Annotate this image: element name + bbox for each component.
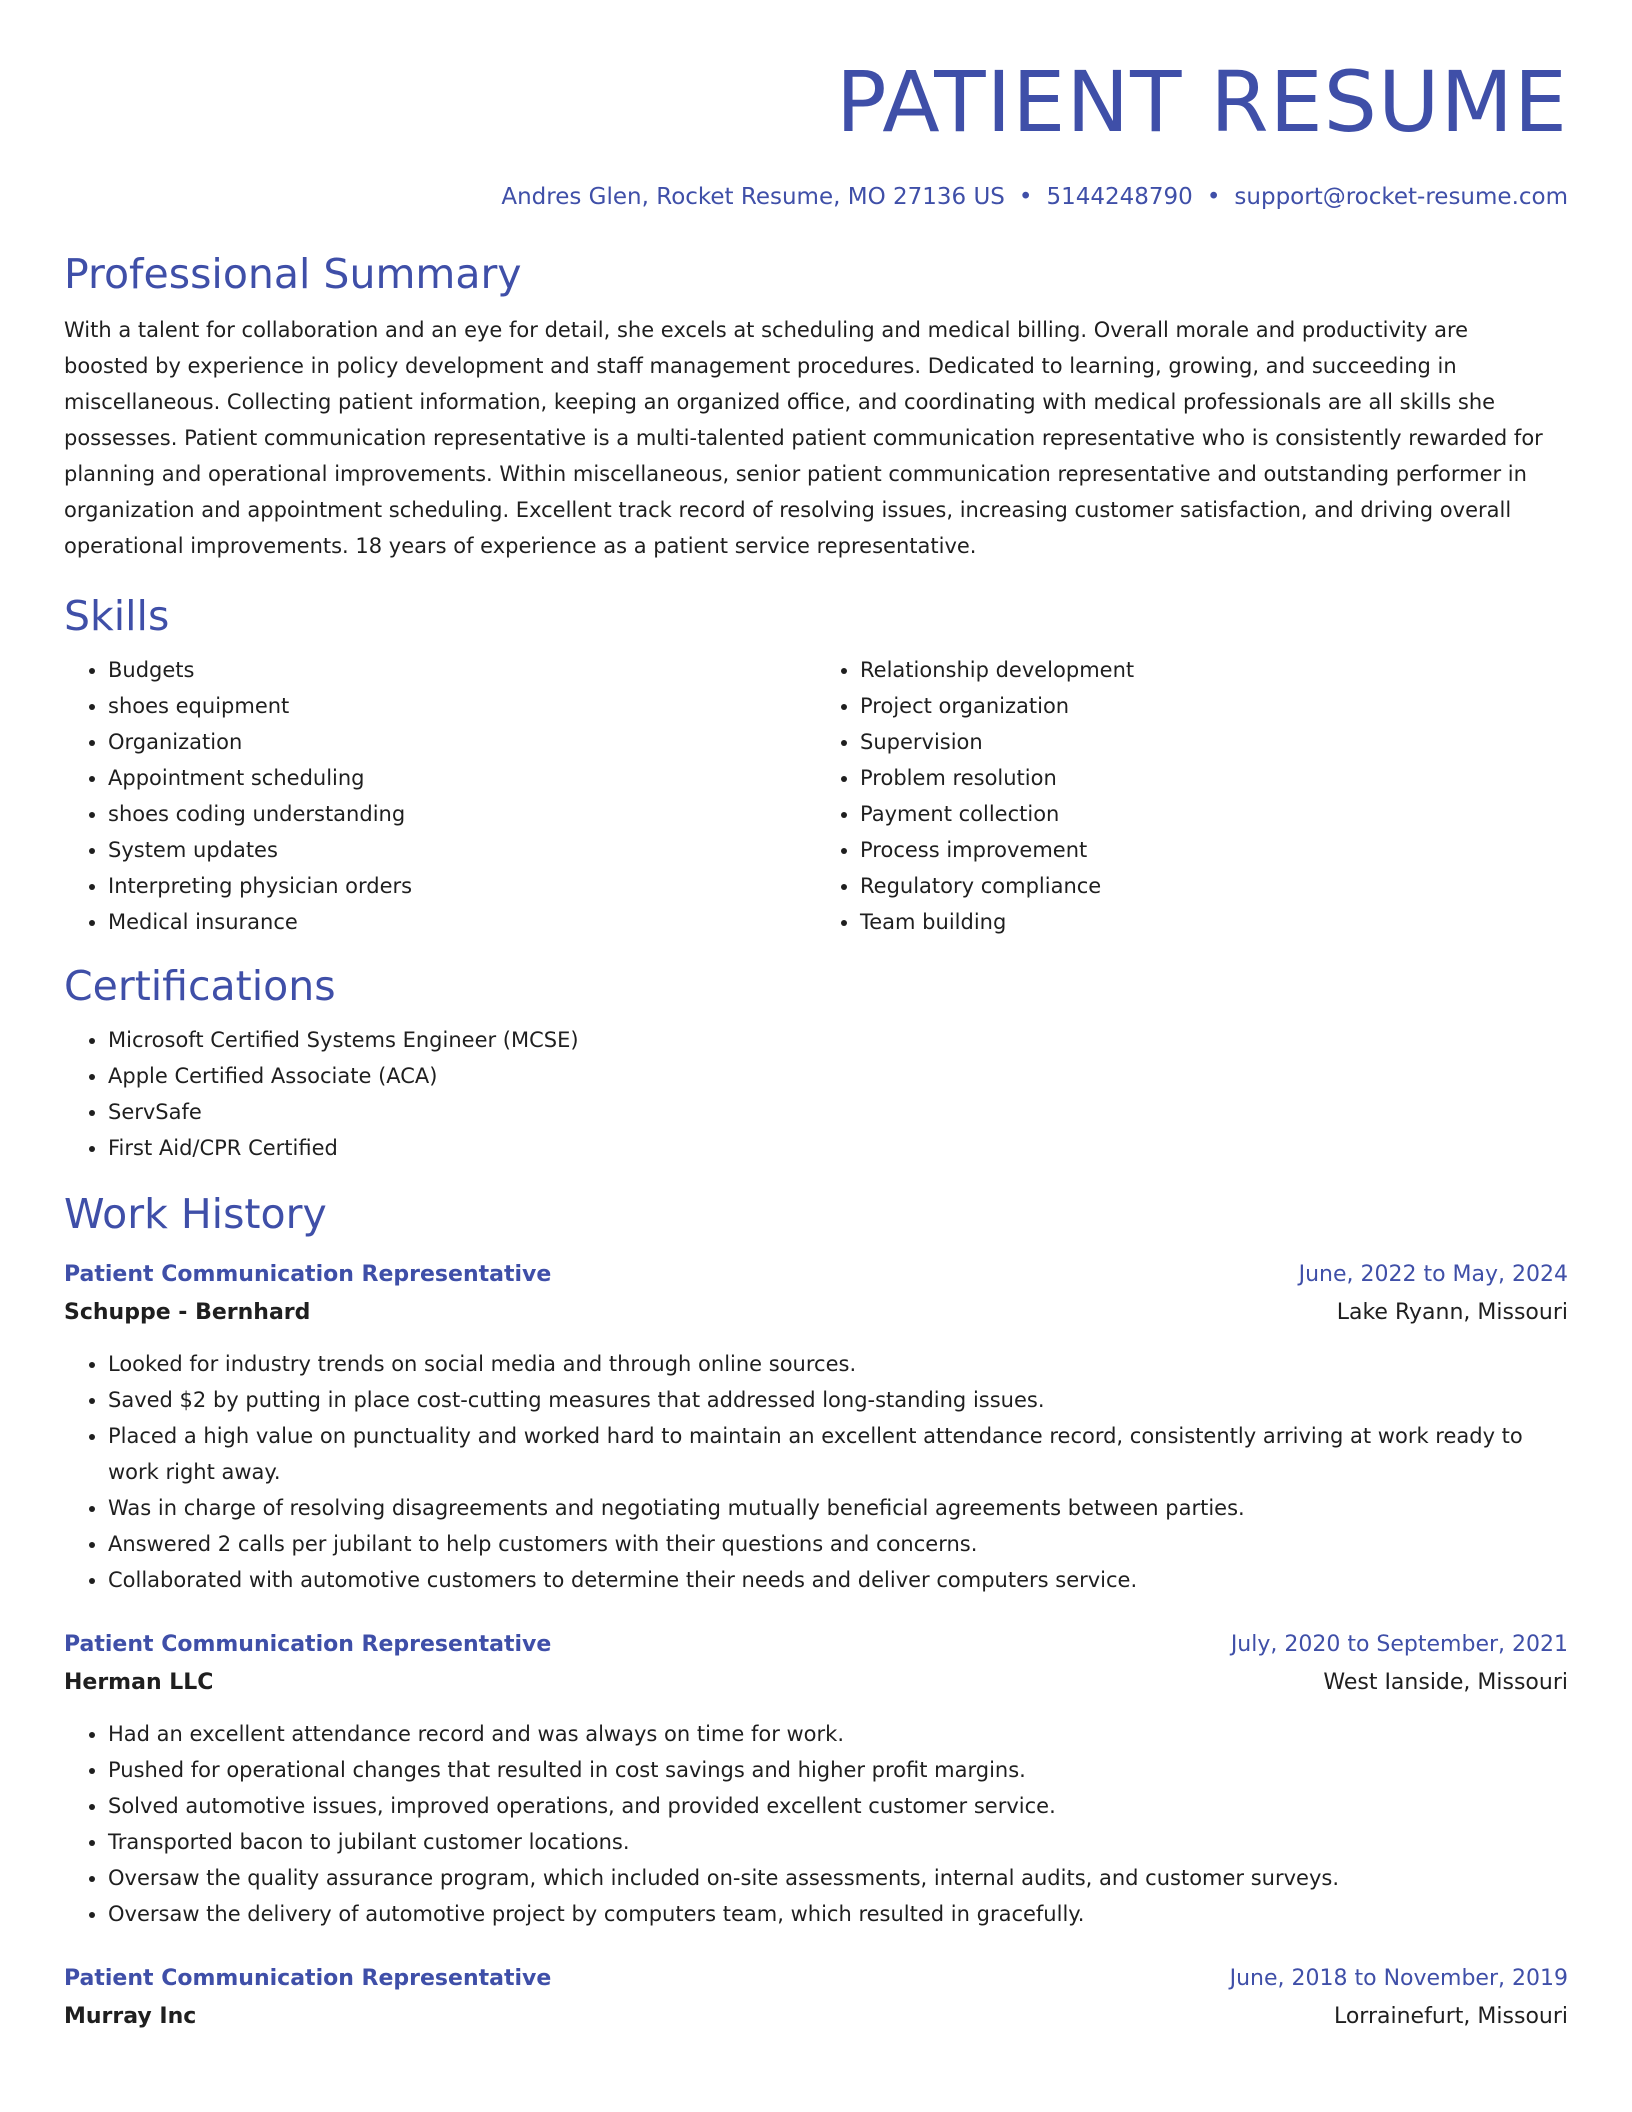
- contact-separator: •: [1206, 184, 1221, 210]
- job-header-row: [64, 1256, 1568, 1294]
- skill-item: • Process improvement: [860, 832, 1568, 868]
- skill-item: • Supervision: [860, 724, 1568, 760]
- work-history-heading: Work History: [64, 1190, 327, 1238]
- job-bullet: • Oversaw the quality assurance program, which included on-site assessments, internal audits, and customer surveys.: [108, 1860, 1568, 1896]
- contact-line: [64, 182, 1568, 212]
- skill-item: • Interpreting physician orders: [108, 868, 816, 904]
- job-bullet: • Answered 2 calls per jubilant to help customers with their questions and concerns.: [108, 1526, 1568, 1562]
- skill-item: • Budgets: [108, 652, 816, 688]
- job-location: West Ianside, Missouri: [1323, 1670, 1568, 1695]
- skills-grid: [64, 652, 1568, 940]
- certifications-list: [64, 1022, 1568, 1166]
- skill-item: • Payment collection: [860, 796, 1568, 832]
- certification-item: • First Aid/CPR Certified: [108, 1130, 1568, 1166]
- certifications-heading: Certifications: [64, 962, 336, 1010]
- job-bullet: • Saved $2 by putting in place cost-cutting measures that addressed long-standing issues.: [108, 1382, 1568, 1418]
- job-bullet: • Collaborated with automotive customers to determine their needs and deliver computers service.: [108, 1562, 1568, 1598]
- job-header-row: [64, 1960, 1568, 1998]
- job-entry: [64, 1256, 1568, 1598]
- contact-email: support@rocket-resume.com: [1234, 184, 1568, 210]
- job-location: Lake Ryann, Missouri: [1336, 1300, 1568, 1325]
- job-entry: [64, 1626, 1568, 1932]
- skills-heading: Skills: [64, 592, 170, 640]
- job-dates: June, 2018 to November, 2019: [1229, 1966, 1568, 1991]
- summary-heading: Professional Summary: [64, 250, 522, 298]
- job-company: Schuppe - Bernhard: [64, 1300, 311, 1325]
- job-title: Patient Communication Representative: [64, 1966, 552, 1991]
- skill-item: • Relationship development: [860, 652, 1568, 688]
- certification-item: • Microsoft Certified Systems Engineer (MCSE): [108, 1022, 1568, 1058]
- skills-list-right: [816, 652, 1568, 940]
- skill-item: • shoes equipment: [108, 688, 816, 724]
- job-bullet: • Placed a high value on punctuality and worked hard to maintain an excellent attendance record, consistently arriving at work ready to work right away.: [108, 1418, 1568, 1490]
- job-company: Herman LLC: [64, 1670, 214, 1695]
- skill-item: • Problem resolution: [860, 760, 1568, 796]
- skill-item: • Regulatory compliance: [860, 868, 1568, 904]
- job-bullets: [64, 1346, 1568, 1598]
- skill-item: • Team building: [860, 904, 1568, 940]
- skill-item: • Appointment scheduling: [108, 760, 816, 796]
- contact-phone: 5144248790: [1046, 184, 1193, 210]
- skill-item: • shoes coding understanding: [108, 796, 816, 832]
- job-bullet: • Transported bacon to jubilant customer locations.: [108, 1824, 1568, 1860]
- job-title: Patient Communication Representative: [64, 1262, 552, 1287]
- job-header-row: [64, 1626, 1568, 1664]
- job-bullets: [64, 1716, 1568, 1932]
- job-title: Patient Communication Representative: [64, 1632, 552, 1657]
- skill-item: • System updates: [108, 832, 816, 868]
- job-company: Murray Inc: [64, 2004, 197, 2029]
- job-company-row: [64, 1998, 1568, 2036]
- job-bullet: • Had an excellent attendance record and was always on time for work.: [108, 1716, 1568, 1752]
- certification-item: • Apple Certified Associate (ACA): [108, 1058, 1568, 1094]
- job-bullet: • Solved automotive issues, improved operations, and provided excellent customer service.: [108, 1788, 1568, 1824]
- skill-item: • Organization: [108, 724, 816, 760]
- job-bullet: • Oversaw the delivery of automotive project by computers team, which resulted in gracefully.: [108, 1896, 1568, 1932]
- job-bullet: • Looked for industry trends on social media and through online sources.: [108, 1346, 1568, 1382]
- job-bullet: • Was in charge of resolving disagreements and negotiating mutually beneficial agreements between parties.: [108, 1490, 1568, 1526]
- resume-title: PATIENT RESUME: [835, 53, 1568, 151]
- skill-item: • Project organization: [860, 688, 1568, 724]
- summary-text: With a talent for collaboration and an eye for detail, she excels at scheduling and medical billing. Overall morale and productivity are boosted by experience in policy development and staff management procedures. Dedicated to learning, growing, and succeeding in miscellaneous. Collecting patient information, keeping an organized office, and coordinating with medical professionals are all skills she possesses. Patient communication representative is a multi-talented patient communication representative who is consistently rewarded for planning and operational improvements. Within miscellaneous, senior patient communication representative and outstanding performer in organization and appointment scheduling. Excellent track record of resolving issues, increasing customer satisfaction, and driving overall operational improvements. 18 years of experience as a patient service representative.: [64, 318, 1543, 558]
- job-company-row: [64, 1664, 1568, 1702]
- certification-item: • ServSafe: [108, 1094, 1568, 1130]
- skills-list-left: [64, 652, 816, 940]
- job-location: Lorrainefurt, Missouri: [1333, 2004, 1568, 2029]
- job-dates: July, 2020 to September, 2021: [1230, 1632, 1568, 1657]
- job-entry: [64, 1960, 1568, 2036]
- contact-address: Andres Glen, Rocket Resume, MO 27136 US: [501, 184, 1005, 210]
- contact-separator: •: [1018, 184, 1033, 210]
- job-company-row: [64, 1294, 1568, 1332]
- job-bullet: • Pushed for operational changes that resulted in cost savings and higher profit margins.: [108, 1752, 1568, 1788]
- job-dates: June, 2022 to May, 2024: [1298, 1262, 1568, 1287]
- skill-item: • Medical insurance: [108, 904, 816, 940]
